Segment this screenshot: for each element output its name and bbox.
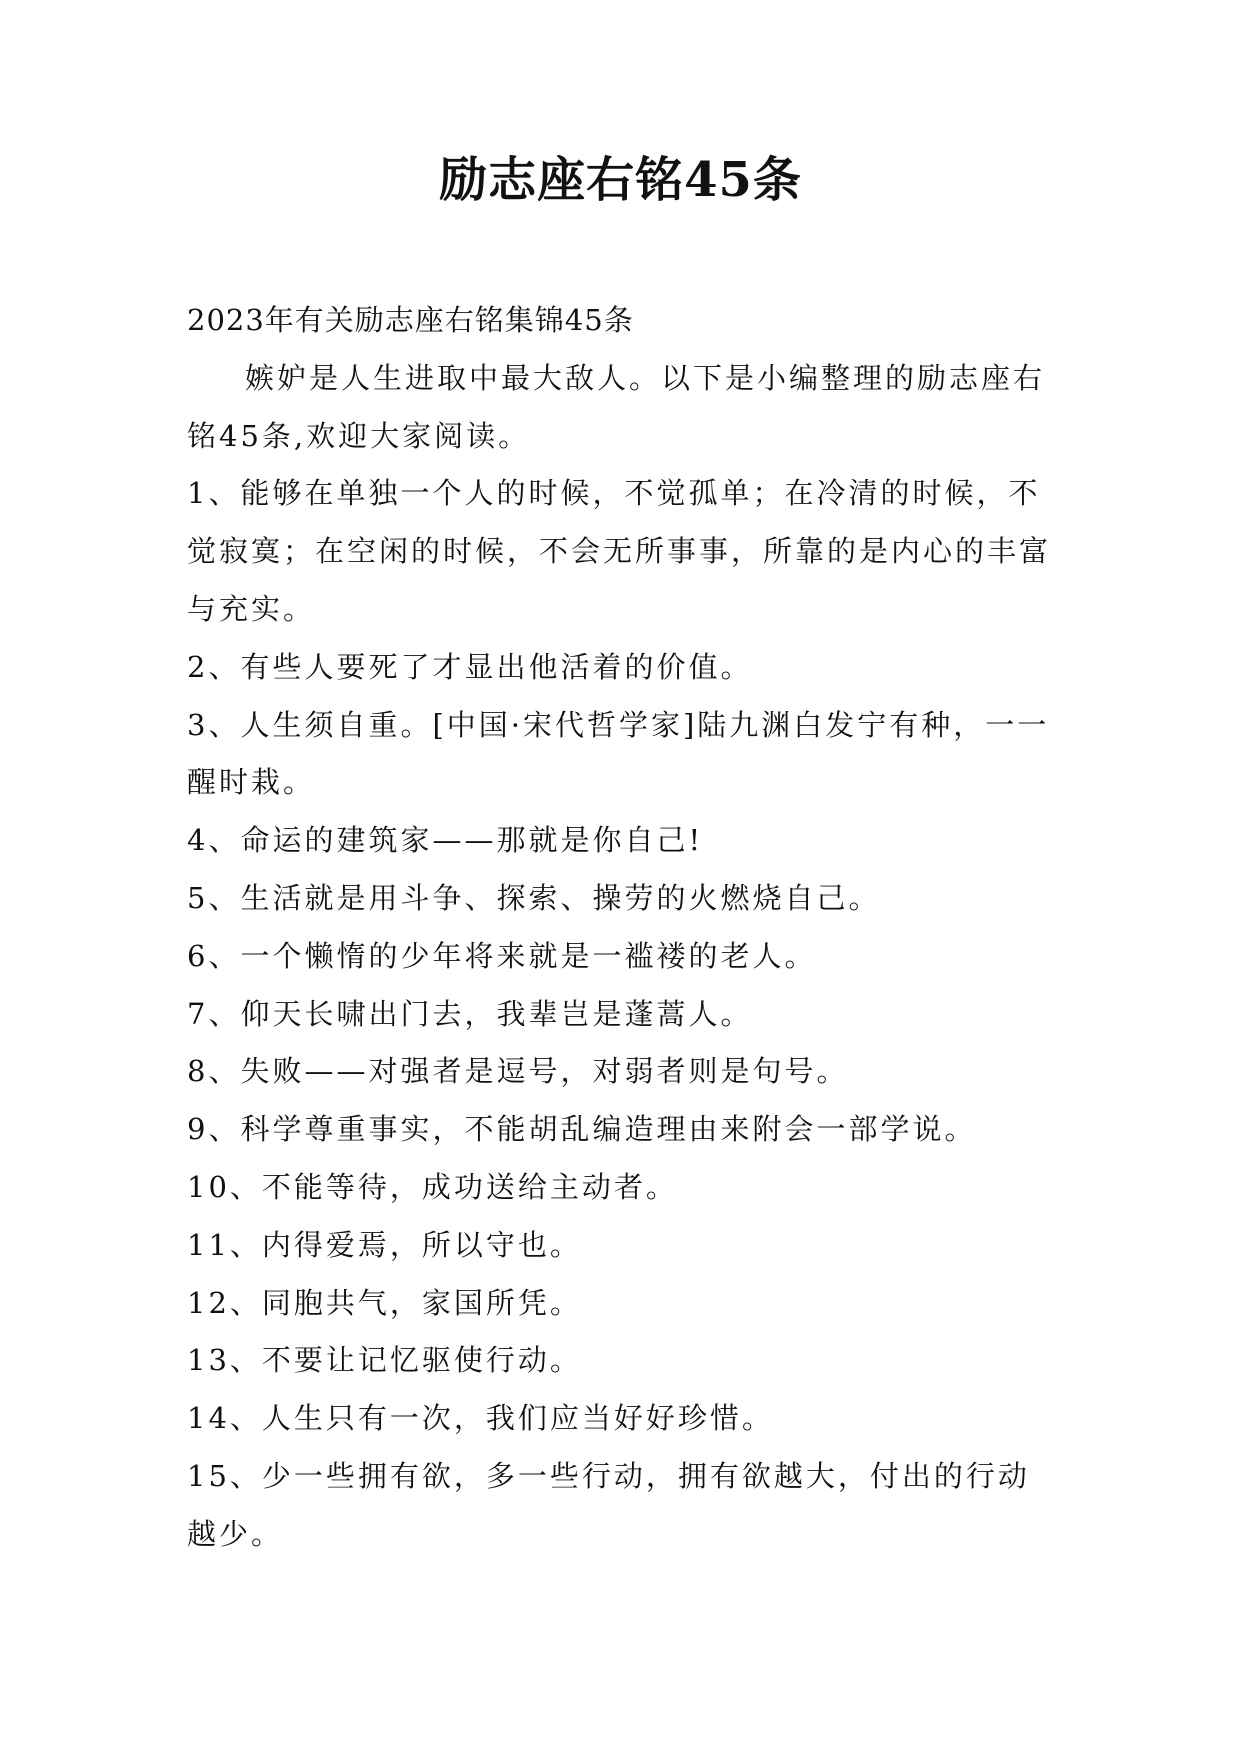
- list-item: 3、人生须自重。[中国·宋代哲学家]陆九渊白发宁有种，一一醒时栽。: [187, 707, 1050, 800]
- list-item: 15、少一些拥有欲，多一些行动，拥有欲越大，付出的行动越少。: [187, 1458, 1030, 1551]
- list-item: 5、生活就是用斗争、探索、操劳的火燃烧自己。: [187, 880, 881, 915]
- document-subtitle: 2023年有关励志座右铭集锦45条: [187, 303, 634, 337]
- list-item: 10、不能等待，成功送给主动者。: [187, 1169, 678, 1204]
- list-item: 9、科学尊重事实，不能胡乱编造理由来附会一部学说。: [187, 1112, 977, 1147]
- list-item: 14、人生只有一次，我们应当好好珍惜。: [187, 1401, 774, 1436]
- list-item: 12、同胞共气，家国所凭。: [187, 1285, 582, 1320]
- list-item: 4、命运的建筑家——那就是你自己!: [187, 823, 704, 858]
- document-title: 励志座右铭45条: [439, 152, 802, 208]
- list-item: 6、一个懒惰的少年将来就是一褴褛的老人。: [187, 938, 817, 973]
- list-item: 11、内得爱焉，所以守也。: [187, 1227, 582, 1262]
- list-item: 2、有些人要死了才显出他活着的价值。: [187, 649, 753, 684]
- list-item: 8、失败——对强者是逗号，对弱者则是句号。: [187, 1054, 849, 1089]
- list-item: 13、不要让记忆驱使行动。: [187, 1343, 582, 1378]
- intro-paragraph: 嫉妒是人生进取中最大敌人。以下是小编整理的励志座右铭45条,欢迎大家阅读。: [187, 360, 1046, 453]
- list-item: 1、能够在单独一个人的时候，不觉孤单；在冷清的时候，不觉寂寞；在空闲的时候，不会无所事事，所靠的是内心的丰富与充实。: [187, 476, 1052, 626]
- document-body: [187, 292, 1057, 1564]
- list-item: 7、仰天长啸出门去，我辈岂是蓬蒿人。: [187, 996, 753, 1031]
